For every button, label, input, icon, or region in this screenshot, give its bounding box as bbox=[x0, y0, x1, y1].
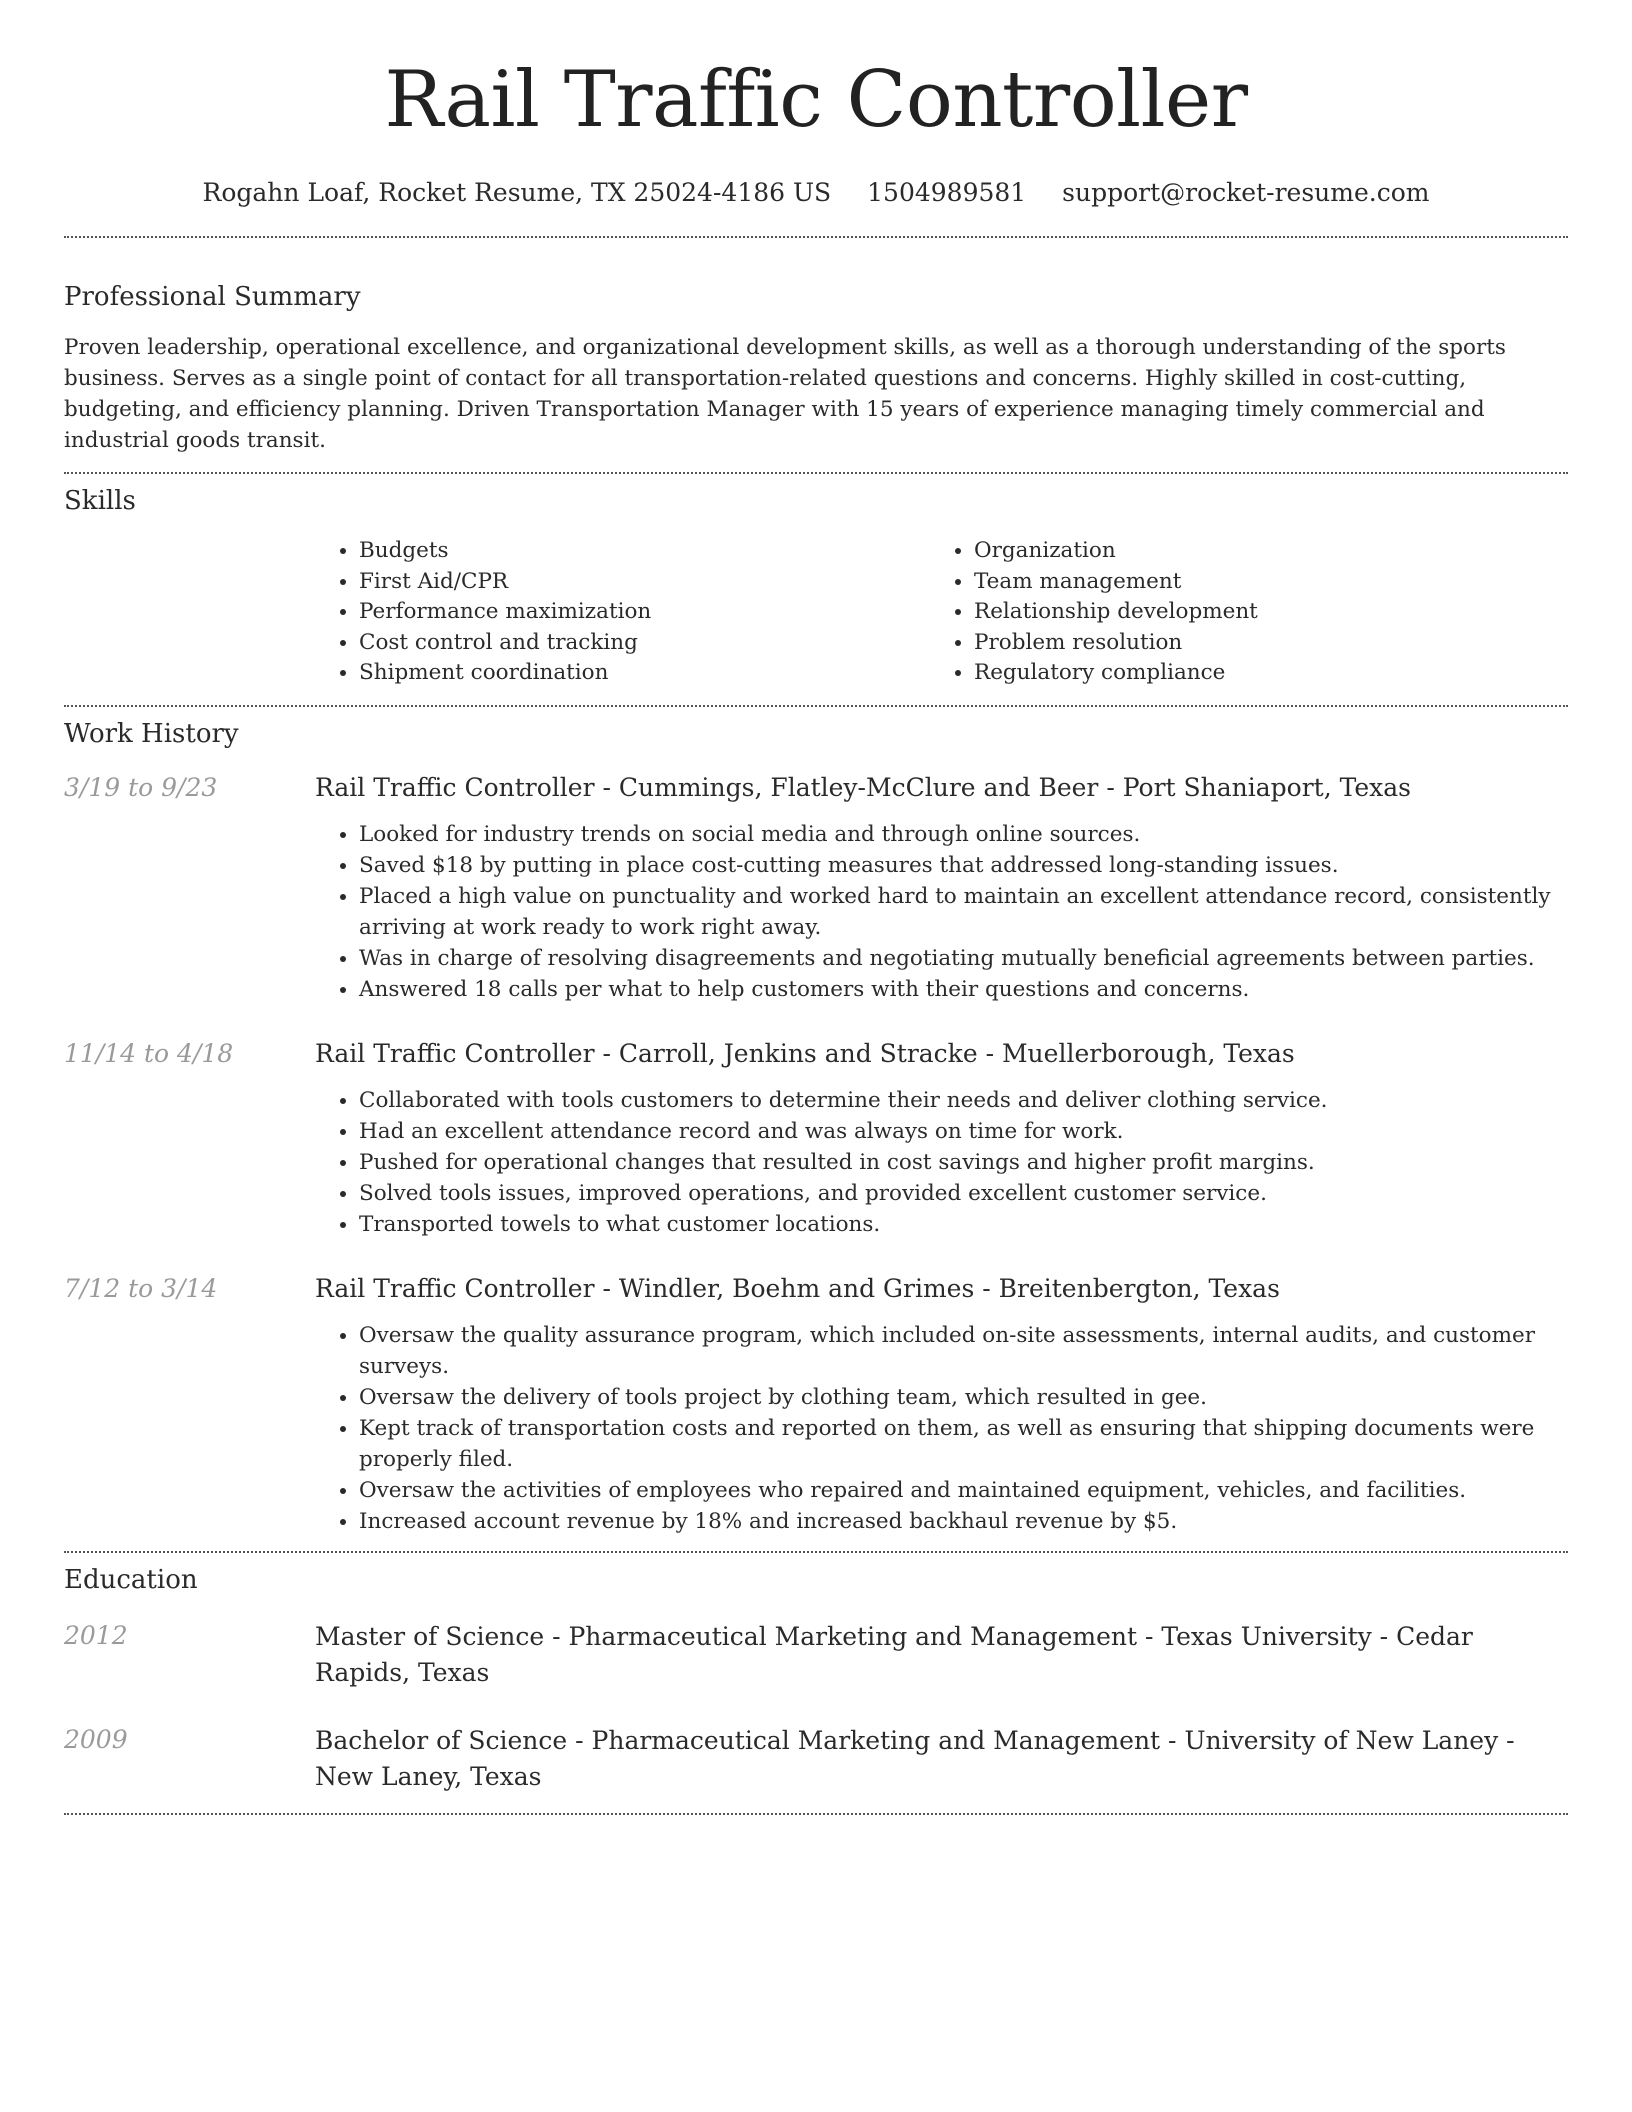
job-title: Rail Traffic Controller - Windler, Boehm and Grimes - Breitenbergton, Texas bbox=[315, 1273, 1280, 1303]
skills-title: Skills bbox=[64, 486, 136, 516]
skill-item: • Relationship development bbox=[974, 597, 1545, 628]
education-year: 2012 bbox=[64, 1620, 128, 1650]
education-title: Education bbox=[64, 1564, 198, 1595]
skill-item: • Shipment coordination bbox=[359, 658, 930, 689]
job-date: 7/12 to 3/14 bbox=[64, 1273, 218, 1303]
skill-item: • Performance maximization bbox=[359, 597, 930, 628]
work-section bbox=[64, 707, 1568, 1537]
skill-item: • Organization bbox=[974, 536, 1545, 567]
job-entry bbox=[64, 1272, 1568, 1537]
job-bullet: • Looked for industry trends on social media and through online sources. bbox=[359, 819, 1568, 850]
job-bullet: • Had an excellent attendance record and was always on time for work. bbox=[359, 1116, 1568, 1147]
resume-name: Rail Traffic Controller bbox=[384, 55, 1248, 145]
job-date: 11/14 to 4/18 bbox=[64, 1038, 234, 1068]
job-entry bbox=[64, 771, 1568, 1005]
job-title: Rail Traffic Controller - Carroll, Jenkins and Stracke - Muellerborough, Texas bbox=[315, 1038, 1295, 1068]
skill-item: • Cost control and tracking bbox=[359, 628, 930, 659]
job-bullet: • Solved tools issues, improved operations, and provided excellent customer service. bbox=[359, 1178, 1568, 1209]
job-bullet: • Placed a high value on punctuality and worked hard to maintain an excellent attendance record, consistently arriving at work ready to work right away. bbox=[359, 881, 1568, 943]
job-bullets bbox=[315, 1085, 1568, 1240]
job-bullets bbox=[315, 819, 1568, 1005]
skills-grid bbox=[315, 536, 1568, 689]
skill-item: • Team management bbox=[974, 567, 1545, 598]
job-bullet: • Oversaw the delivery of tools project by clothing team, which resulted in gee. bbox=[359, 1382, 1568, 1413]
job-date: 3/19 to 9/23 bbox=[64, 772, 218, 802]
job-bullet: • Was in charge of resolving disagreements and negotiating mutually beneficial agreements between parties. bbox=[359, 943, 1568, 974]
education-year: 2009 bbox=[64, 1724, 128, 1754]
education-detail: Master of Science - Pharmaceutical Marketing and Management - Texas University - Cedar Rapids, Texas bbox=[315, 1621, 1473, 1687]
education-entry bbox=[64, 1619, 1568, 1691]
job-bullet: • Collaborated with tools customers to determine their needs and deliver clothing service. bbox=[359, 1085, 1568, 1116]
job-bullet: • Pushed for operational changes that resulted in cost savings and higher profit margins. bbox=[359, 1147, 1568, 1178]
skill-item: • First Aid/CPR bbox=[359, 567, 930, 598]
contact-phone: 1504989581 bbox=[867, 178, 1027, 207]
summary-title: Professional Summary bbox=[64, 282, 361, 312]
job-bullet: • Saved $18 by putting in place cost-cutting measures that addressed long-standing issues. bbox=[359, 850, 1568, 881]
job-title: Rail Traffic Controller - Cummings, Flatley-McClure and Beer - Port Shaniaport, Texas bbox=[315, 772, 1411, 802]
education-section bbox=[64, 1553, 1568, 1795]
section-divider bbox=[64, 1813, 1568, 1815]
job-bullet: • Oversaw the activities of employees who repaired and maintained equipment, vehicles, and facilities. bbox=[359, 1475, 1568, 1506]
contact-address: Rogahn Loaf, Rocket Resume, TX 25024-4186 US bbox=[202, 178, 832, 207]
summary-section bbox=[64, 238, 1568, 456]
job-bullet: • Answered 18 calls per what to help customers with their questions and concerns. bbox=[359, 974, 1568, 1005]
skill-item: • Problem resolution bbox=[974, 628, 1545, 659]
resume-header bbox=[64, 0, 1568, 210]
skills-list-right bbox=[930, 536, 1545, 689]
job-bullet: • Increased account revenue by 18% and increased backhaul revenue by $5. bbox=[359, 1506, 1568, 1537]
skills-list-left bbox=[315, 536, 930, 689]
job-bullet: • Oversaw the quality assurance program, which included on-site assessments, internal audits, and customer surveys. bbox=[359, 1320, 1568, 1382]
summary-text: Proven leadership, operational excellence, and organizational development skills, as well as a thorough understanding of the sports business. Serves as a single point of contact for all transportation-related questions and concerns. Highly skilled in cost-cutting, budgeting, and efficiency planning. Driven Transportation Manager with 15 years of experience managing timely commercial and industrial goods transit. bbox=[64, 335, 1506, 453]
work-title: Work History bbox=[64, 718, 239, 749]
skills-section bbox=[64, 474, 1568, 689]
job-entry bbox=[64, 1037, 1568, 1240]
job-bullets bbox=[315, 1320, 1568, 1537]
job-bullet: • Kept track of transportation costs and reported on them, as well as ensuring that shipping documents were properly filed. bbox=[359, 1413, 1568, 1475]
contact-line bbox=[64, 176, 1568, 210]
skill-item: • Regulatory compliance bbox=[974, 658, 1545, 689]
skill-item: • Budgets bbox=[359, 536, 930, 567]
education-entry bbox=[64, 1723, 1568, 1795]
job-bullet: • Transported towels to what customer locations. bbox=[359, 1209, 1568, 1240]
contact-email: support@rocket-resume.com bbox=[1062, 178, 1430, 207]
education-detail: Bachelor of Science - Pharmaceutical Marketing and Management - University of New Laney - New Laney, Texas bbox=[315, 1725, 1515, 1791]
